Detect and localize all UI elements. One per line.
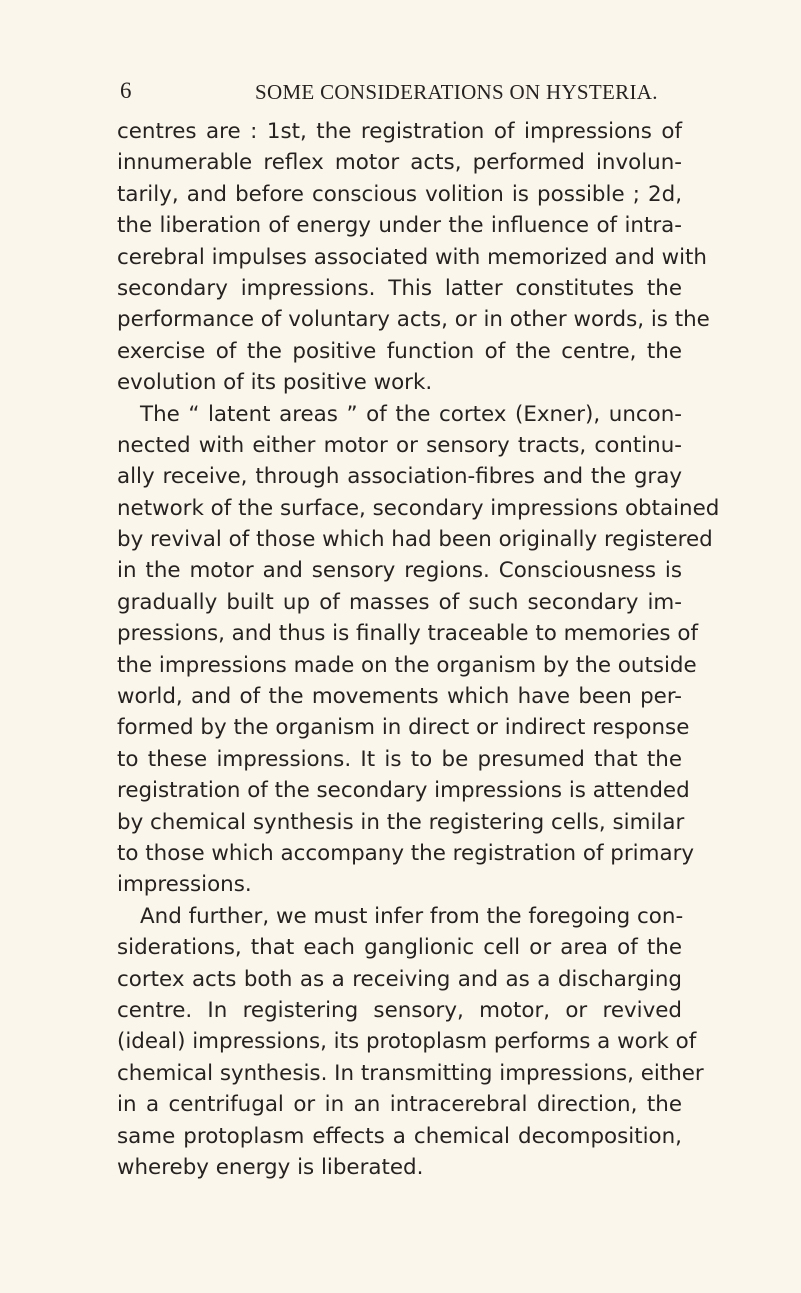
text-line: in a centrifugal or in an intracerebral direction, the	[117, 1092, 682, 1118]
text-line: cerebral impulses associated with memorized and with	[117, 244, 707, 270]
text-line: to those which accompany the registration of primary	[117, 840, 695, 866]
text-line: in the motor and sensory regions. Consciousness is	[117, 558, 682, 584]
text-line: the liberation of energy under the influence of intra-	[117, 213, 682, 239]
text-line: same protoplasm effects a chemical decomposition,	[117, 1123, 682, 1149]
text-line: secondary impressions. This latter constitutes the	[117, 275, 682, 301]
text-line: siderations, that each ganglionic cell or area of the	[117, 935, 682, 961]
body-text	[117, 116, 720, 1183]
text-line: by revival of those which had been originally registered	[117, 527, 713, 553]
text-line: to these impressions. It is to be presumed that the	[117, 746, 682, 772]
text-line: innumerable reflex motor acts, performed involun-	[117, 150, 682, 176]
text-line: centres are : 1st, the registration of impressions of	[117, 119, 682, 144]
text-line: pressions, and thus is finally traceable to memories of	[117, 621, 698, 647]
text-line: exercise of the positive function of the centre, the	[117, 338, 682, 364]
text-line: ally receive, through association-fibres and the gray	[117, 464, 682, 490]
text-line: centre. In registering sensory, motor, or revived	[117, 997, 682, 1023]
text-line: world, and of the movements which have been per-	[117, 684, 682, 710]
text-line: nected with either motor or sensory tracts, continu-	[117, 432, 682, 458]
text-line: whereby energy is liberated.	[117, 1154, 424, 1180]
text-line: tarily, and before conscious volition is possible ; 2d,	[117, 181, 682, 207]
text-line: formed by the organism in direct or indirect response	[117, 715, 690, 741]
text-line: (ideal) impressions, its protoplasm performs a work of	[117, 1029, 697, 1055]
text-line: network of the surface, secondary impressions obtained	[117, 495, 720, 521]
text-line: And further, we must infer from the foregoing con-	[140, 903, 684, 929]
text-line: impressions.	[117, 872, 252, 898]
text-line: evolution of its positive work.	[117, 370, 433, 396]
text-line: gradually built up of masses of such secondary im-	[117, 589, 682, 615]
running-title: SOME CONSIDERATIONS ON HYSTERIA.	[255, 80, 658, 104]
page-number: 6	[120, 78, 132, 103]
running-header	[120, 78, 660, 108]
text-line: performance of voluntary acts, or in other words, is the	[117, 307, 710, 333]
text-line: chemical synthesis. In transmitting impressions, either	[117, 1060, 704, 1086]
text-line: the impressions made on the organism by the outside	[117, 652, 697, 678]
text-line: cortex acts both as a receiving and as a discharging	[117, 966, 682, 992]
text-line: registration of the secondary impressions is attended	[117, 778, 690, 804]
text-line: The “ latent areas ” of the cortex (Exner), uncon-	[140, 401, 682, 427]
text-line: by chemical synthesis in the registering cells, similar	[117, 809, 685, 835]
